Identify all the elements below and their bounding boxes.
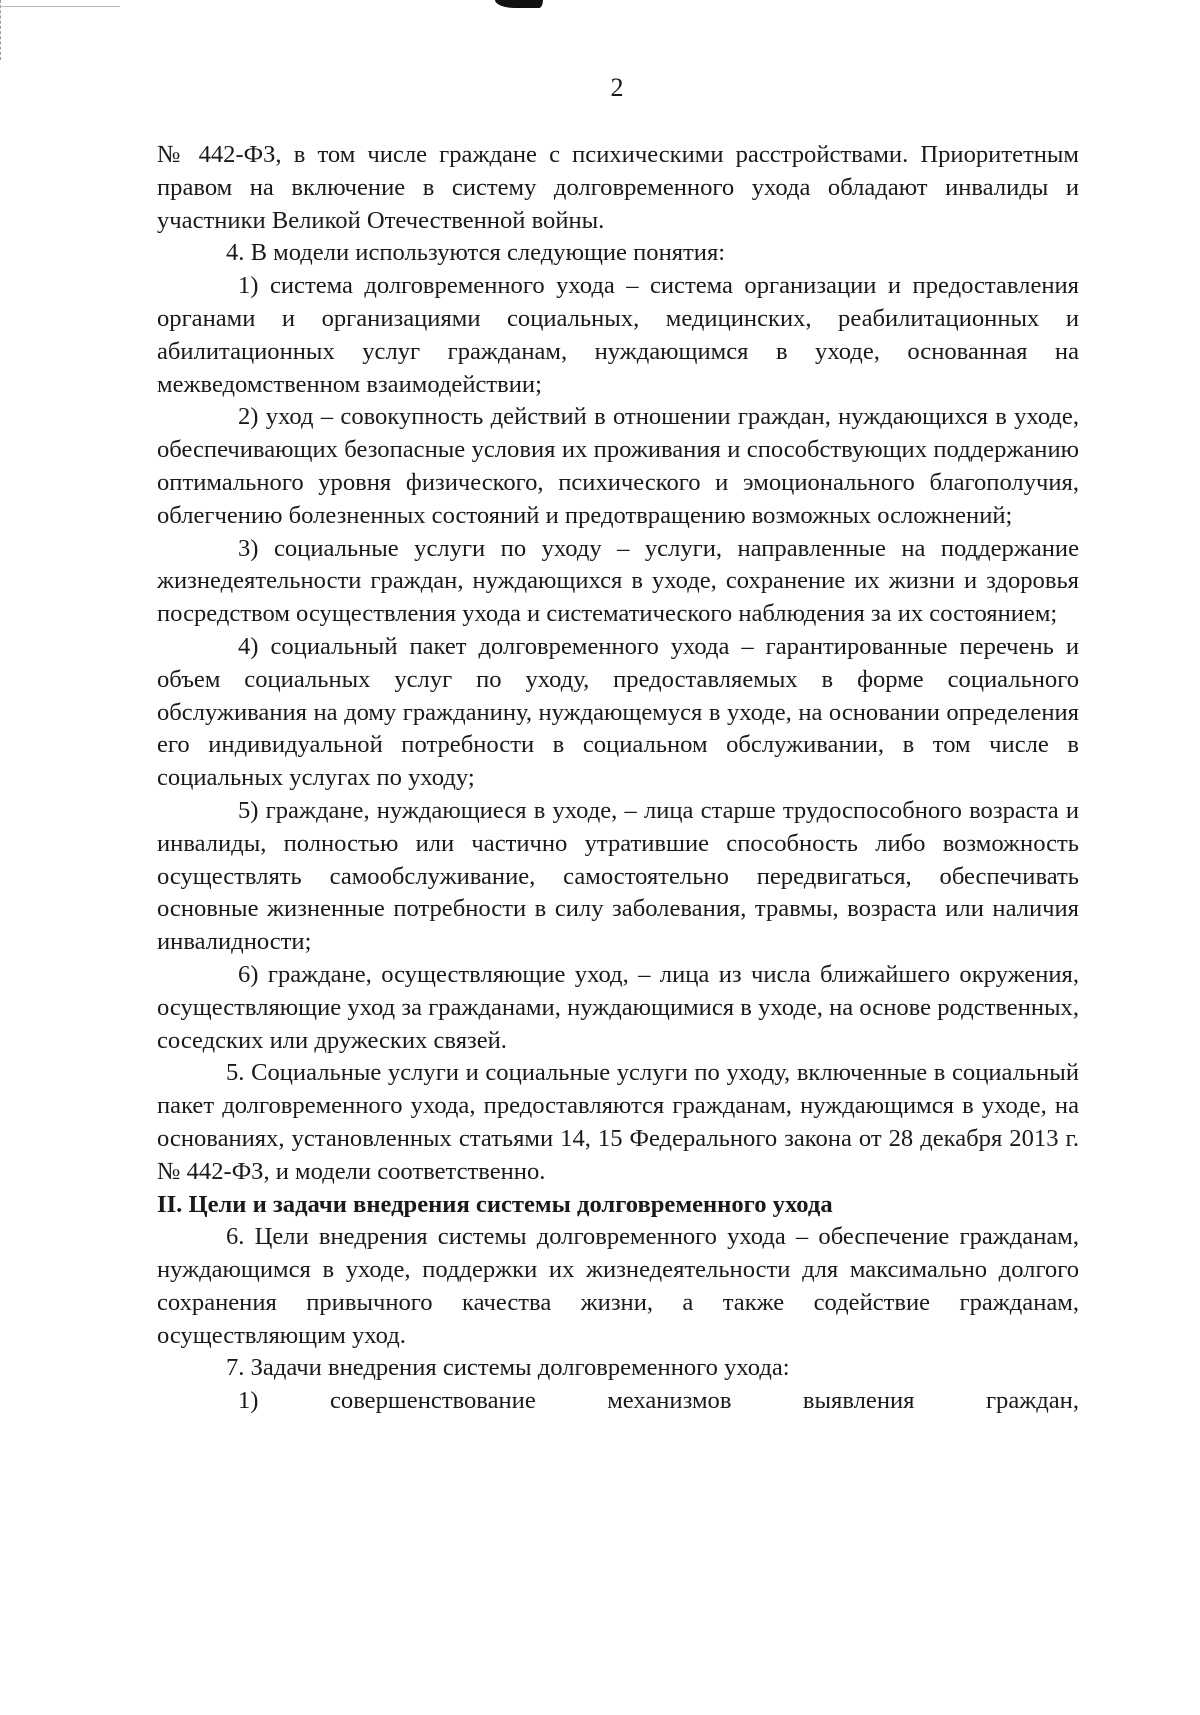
scan-edge-mark	[0, 0, 5, 60]
definition-2: 2) уход – совокупность действий в отношении граждан, нуждающихся в уходе, обеспечивающих безопасные условия их проживания и способствующих поддержанию оптимального уровня физического, психического и эмоционального благополучия, облегчению болезненных состояний и предотвращению возможных осложнений;	[157, 403, 1079, 529]
task-1: 1) совершенствование механизмов выявления граждан,	[238, 1387, 1079, 1415]
definition-1: 1) система долговременного ухода – система организации и предоставления органами и организациями социальных, медицинских, реабилитационных и абилитационных услуг гражданам, нуждающимся в уходе, основанная на межведомственном взаимодействии;	[157, 272, 1079, 398]
definition-3: 3) социальные услуги по уходу – услуги, направленные на поддержание жизнедеятельности граждан, нуждающихся в уходе, сохранение их жизни и здоровья посредством осуществления ухода и систематического наблюдения за их состоянием;	[157, 534, 1079, 628]
scan-ink-mark	[495, 0, 543, 8]
paragraph-continuation: № 442-ФЗ, в том числе граждане с психическими расстройствами. Приоритетным правом на включение в систему долговременного ухода обладают инвалиды и участники Великой Отечественной войны.	[157, 141, 1079, 234]
definition-5: 5) граждане, нуждающиеся в уходе, – лица старше трудоспособного возраста и инвалиды, полностью или частично утратившие способность либо возможность осуществлять самообслуживание, самостоятельно передвигаться, обеспечивать основные жизненные потребности в силу заболевания, травмы, возраста или наличия инвалидности;	[157, 796, 1079, 956]
definition-4: 4) социальный пакет долговременного ухода – гарантированные перечень и объем социальных услуг по уходу, предоставляемых в форме социального обслуживания на дому гражданину, нуждающемуся в уходе, на основании определения его индивидуальной потребности в социальном обслуживании, в том числе в социальных услугах по уходу;	[157, 632, 1079, 792]
paragraph-item-4: 4. В модели используются следующие понятия:	[226, 239, 726, 267]
paragraph-item-6: 6. Цели внедрения системы долговременного ухода – обеспечение гражданам, нуждающимся в уходе, поддержки их жизнедеятельности для максимально долгого сохранения привычного качества жизни, а также содействие гражданам, осуществляющим уход.	[157, 1223, 1079, 1349]
section-heading: II. Цели и задачи внедрения системы долговременного ухода	[157, 1190, 833, 1218]
definition-6: 6) граждане, осуществляющие уход, – лица из числа ближайшего окружения, осуществляющие уход за гражданами, нуждающимися в уходе, на основе родственных, соседских или дружеских связей.	[157, 960, 1079, 1054]
page-number: 2	[610, 73, 624, 102]
paragraph-item-5: 5. Социальные услуги и социальные услуги по уходу, включенные в социальный пакет долговременного ухода, предоставляются гражданам, нуждающимся в уходе, на основаниях, установленных статьями 14, 15 Федерального закона от 28 декабря 2013 г. № 442-ФЗ, и модели соответственно.	[157, 1059, 1079, 1185]
paragraph-item-7: 7. Задачи внедрения системы долговременного ухода:	[226, 1354, 790, 1382]
scan-top-line	[0, 6, 120, 7]
document-body	[157, 139, 1079, 1418]
